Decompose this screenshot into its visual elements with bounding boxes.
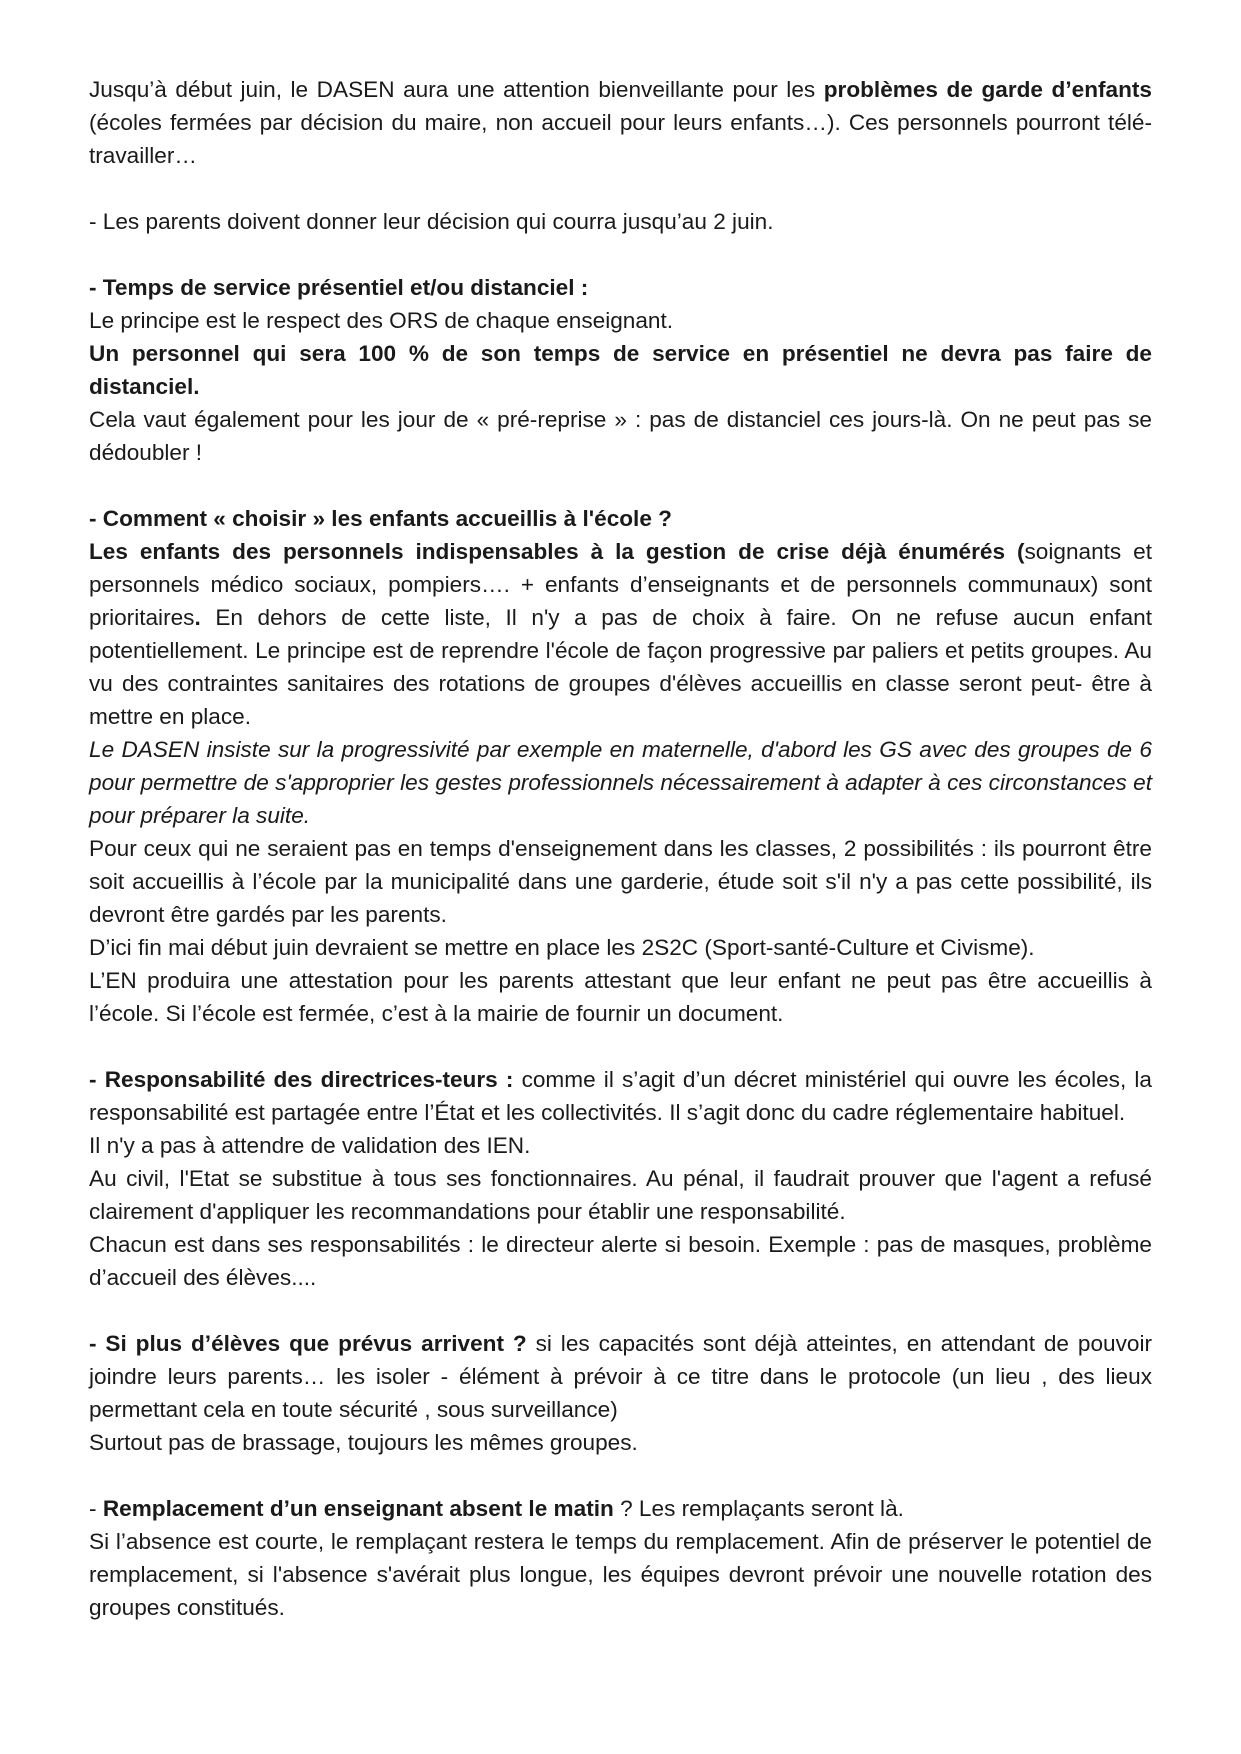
paragraph-pre-reprise: Cela vaut également pour les jour de « pré-reprise » : pas de distanciel ces jours-là. On ne peut pas se dédoubler ! xyxy=(89,407,1152,465)
text: (écoles fermées par décision du maire, non accueil pour leurs enfants…). Ces personnels pourront télé-travailler… xyxy=(89,110,1152,168)
paragraph-brassage: Surtout pas de brassage, toujours les mêmes groupes. xyxy=(89,1430,638,1455)
paragraph-validation-ien: Il n'y a pas à attendre de validation des IEN. xyxy=(89,1133,531,1158)
paragraph-dasen-progressivite: Le DASEN insiste sur la progressivité par exemple en maternelle, d'abord les GS avec des groupes de 6 pour permettre de s'approprier les gestes professionnels nécessairement à adapter à ces circonstances et pour préparer la suite. xyxy=(89,737,1152,828)
bold-text: problèmes de garde d’enfants xyxy=(823,77,1152,102)
text: En dehors de cette liste, Il n'y a pas de choix à faire. On ne refuse aucun enfant potentiellement. Le principe est de reprendre l'école de façon progressive par paliers et petits groupes. Au vu des contraintes sanitaires des rotations de groupes d'élèves accueillis en classe seront peut- être à mettre en place. xyxy=(89,605,1152,729)
text: comme il s’agit d’un décret ministériel qui ouvre les écoles, la responsabilité est partagée entre l’État et les collectivités. Il s’agit donc du cadre réglementaire habituel. xyxy=(89,1067,1152,1125)
paragraph-2s2c: D’ici fin mai début juin devraient se mettre en place les 2S2C (Sport-santé-Culture et Civisme). xyxy=(89,935,1035,960)
paragraph-decision-parents: - Les parents doivent donner leur décision qui courra jusqu’au 2 juin. xyxy=(89,209,774,234)
heading-text: - Responsabilité des directrices-teurs : xyxy=(89,1067,514,1092)
paragraph-presentiel-bold xyxy=(89,337,1152,403)
spacer xyxy=(89,1294,1152,1327)
paragraph-responsabilites-directeur: Chacun est dans ses responsabilités : le directeur alerte si besoin. Exemple : pas de masques, problème d’accueil des élèves.... xyxy=(89,1232,1152,1290)
bold-text: . xyxy=(194,605,201,630)
heading-text: Remplacement d’un enseignant absent le matin xyxy=(102,1496,614,1521)
text: Jusqu’à début juin, le DASEN aura une attention bienveillante pour les xyxy=(89,77,824,102)
spacer xyxy=(89,1030,1152,1063)
paragraph-garde-enfants xyxy=(89,73,1152,172)
paragraph-attestation: L’EN produira une attestation pour les parents attestant que leur enfant ne peut pas être accueillis à l’école. Si l’école est fermée, c’est à la mairie de fournir un document. xyxy=(89,968,1152,1026)
bold-text: Les enfants des personnels indispensables à la gestion de crise déjà énumérés ( xyxy=(89,539,1025,564)
paragraph-civil-penal: Au civil, l'Etat se substitue à tous ses fonctionnaires. Au pénal, il faudrait prouver que l'agent a refusé clairement d'appliquer les recommandations pour établir une responsabilité. xyxy=(89,1166,1152,1224)
spacer xyxy=(89,1459,1152,1492)
document-page xyxy=(89,73,1152,1624)
section-heading-temps-service xyxy=(89,271,1152,304)
paragraph-remplacement-detail: Si l’absence est courte, le remplaçant restera le temps du remplacement. Afin de préserver le potentiel de remplacement, si l'absence s'avérait plus longue, les équipes devront prévoir une nouvelle rotation des groupes constitués. xyxy=(89,1529,1152,1620)
paragraph-ors: Le principe est le respect des ORS de chaque enseignant. xyxy=(89,308,674,333)
text: si les capacités sont déjà atteintes, en attendant de pouvoir joindre leurs parents… les isoler - élément à prévoir à ce titre dans le protocole (un lieu , des lieux permettant cela en toute sécurité , sous surveillance) xyxy=(89,1331,1152,1422)
section-heading-choisir-enfants xyxy=(89,502,1152,535)
heading-text: - Temps de service présentiel et/ou distanciel : xyxy=(89,275,589,300)
heading-text: - Comment « choisir » les enfants accueillis à l'école ? xyxy=(89,506,672,531)
text: ? Les remplaçants seront là. xyxy=(613,1496,904,1521)
spacer xyxy=(89,238,1152,271)
paragraph-enfants-prioritaires xyxy=(89,535,1152,733)
paragraph-remplacement-heading xyxy=(89,1492,1152,1525)
text: soignants et personnels médico sociaux, pompiers…. + enfants d’enseignants et de personnels communaux) sont prioritaires xyxy=(89,539,1152,630)
paragraph-plus-eleves xyxy=(89,1327,1152,1426)
spacer xyxy=(89,469,1152,502)
heading-text: - Si plus d’élèves que prévus arrivent ? xyxy=(89,1331,527,1356)
paragraph-responsabilite xyxy=(89,1063,1152,1129)
paragraph-deux-possibilites: Pour ceux qui ne seraient pas en temps d'enseignement dans les classes, 2 possibilités : ils pourront être soit accueillis à l’école par la municipalité dans une garderie, étude soit s'il n'y a pas cette possibilité, ils devront être gardés par les parents. xyxy=(89,836,1152,927)
bold-text: Un personnel qui sera 100 % de son temps de service en présentiel ne devra pas faire de distanciel. xyxy=(89,341,1152,399)
spacer xyxy=(89,172,1152,205)
text: - xyxy=(89,1496,103,1521)
